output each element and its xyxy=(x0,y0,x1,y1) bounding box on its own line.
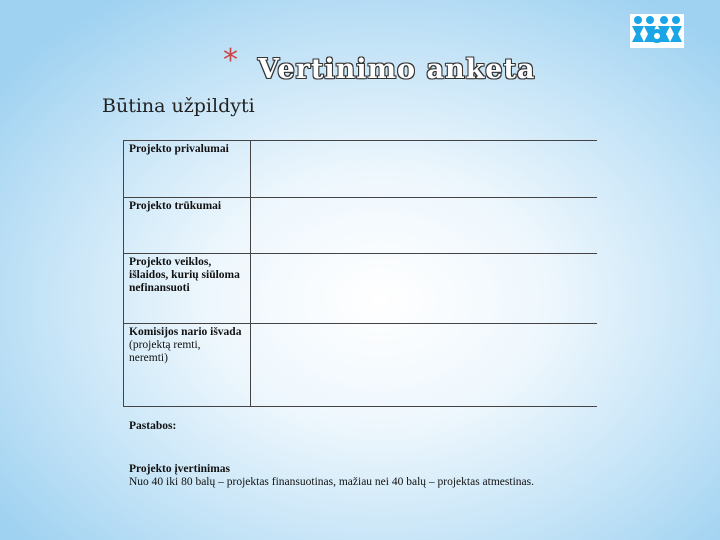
notes-label: Pastabos: xyxy=(129,420,177,432)
page-title: Vertinimo anketa xyxy=(258,54,536,85)
people-group-logo-icon xyxy=(630,14,684,48)
row-label-commission-conclusion: Komisijos nario išvada (projektą remti, neremti) xyxy=(124,324,251,407)
score-text: Nuo 40 iki 80 balų – projektas finansuotinas, mažiau nei 40 balų – projektas atmestinas. xyxy=(129,476,534,488)
table-row xyxy=(124,198,598,254)
table-row xyxy=(124,254,598,324)
advantages-field[interactable] xyxy=(251,141,598,198)
row-label-advantages: Projekto privalumai xyxy=(124,141,251,198)
row-label-unfunded-activities: Projekto veiklos, išlaidos, kurių siūloma nefinansuoti xyxy=(124,254,251,324)
score-title: Projekto įvertinimas xyxy=(129,463,231,475)
row-label-disadvantages: Projekto trūkumai xyxy=(124,198,251,254)
disadvantages-field[interactable] xyxy=(251,198,598,254)
evaluation-table xyxy=(123,140,597,407)
unfunded-activities-field[interactable] xyxy=(251,254,598,324)
score-section xyxy=(129,463,534,489)
table-row xyxy=(124,141,598,198)
table-row xyxy=(124,324,598,407)
commission-conclusion-field[interactable] xyxy=(251,324,598,407)
title-asterisk: * xyxy=(223,43,238,78)
page-subtitle: Būtina užpildyti xyxy=(102,95,255,117)
evaluation-form xyxy=(123,140,597,407)
